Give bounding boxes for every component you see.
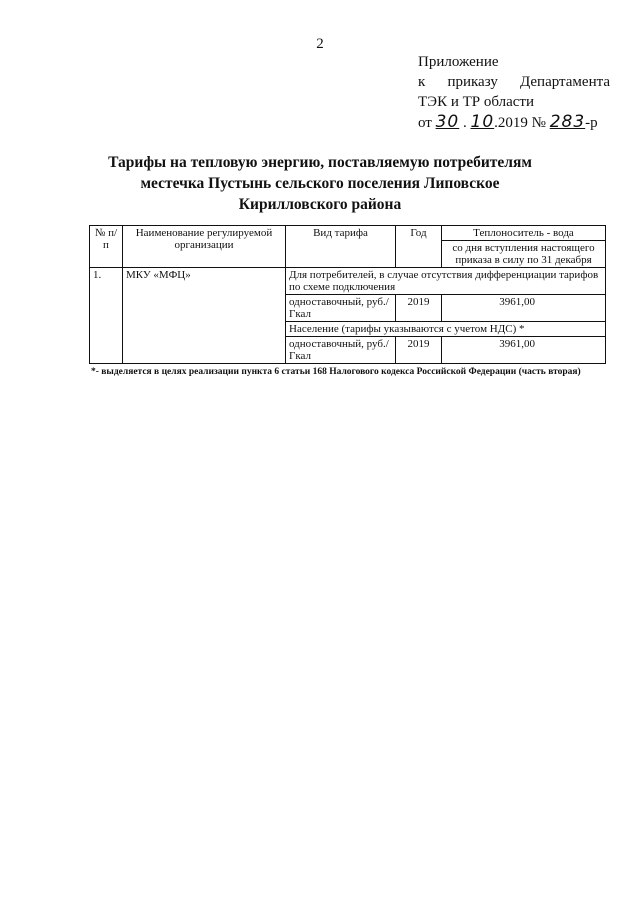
header-period: со дня вступления настоящего приказа в силу по 31 декабря xyxy=(442,241,606,268)
table-header-row xyxy=(90,226,606,241)
section-1-type: одноставочный, руб./Гкал xyxy=(286,295,396,322)
year-part: .2019 № xyxy=(494,115,546,131)
appendix-date-line: от 30 . 10.2019 № 283-р xyxy=(418,112,598,132)
header-carrier: Теплоноситель - вода xyxy=(442,226,606,241)
appendix-line-3: ТЭК и ТР области xyxy=(418,94,534,110)
section-1-label: Для потребителей, в случае отсутствия дифференциации тарифов по схеме подключения xyxy=(286,268,606,295)
page-number: 2 xyxy=(316,36,324,52)
handwritten-order-number: 283 xyxy=(549,112,586,132)
date-prefix: от xyxy=(418,115,432,131)
section-2-value: 3961,00 xyxy=(442,337,606,364)
document-title xyxy=(100,152,540,215)
title-line-3: Кирилловского района xyxy=(238,196,402,213)
order-suffix: -р xyxy=(585,115,598,131)
tariff-table xyxy=(89,225,606,364)
section-1-year: 2019 xyxy=(396,295,442,322)
section-1-value: 3961,00 xyxy=(442,295,606,322)
header-org: Наименование регулируемой организации xyxy=(123,226,286,268)
row-number: 1. xyxy=(90,268,123,364)
title-line-2: местечка Пустынь сельского поселения Липовское xyxy=(140,175,500,192)
appendix-word-k: к xyxy=(418,74,426,90)
header-num: № п/п xyxy=(90,226,123,268)
appendix-line-2 xyxy=(418,72,610,92)
appendix-word-department: Департамента xyxy=(519,74,610,90)
table-row xyxy=(90,268,606,295)
section-2-year: 2019 xyxy=(396,337,442,364)
footnote: *- выделяется в целях реализации пункта 6 статьи 168 Налогового кодекса Российской Федерации (часть вторая) xyxy=(91,367,581,377)
appendix-line-1: Приложение xyxy=(418,54,499,70)
handwritten-month: 10 xyxy=(470,112,495,132)
appendix-block xyxy=(418,52,610,133)
handwritten-day: 30 xyxy=(435,112,460,132)
section-2-label: Население (тарифы указываются с учетом НДС) * xyxy=(286,322,606,337)
title-line-1: Тарифы на тепловую энергию, поставляемую потребителям xyxy=(108,154,532,171)
header-type: Вид тарифа xyxy=(286,226,396,268)
header-year: Год xyxy=(396,226,442,268)
appendix-word-prikazu: приказу xyxy=(447,74,498,90)
org-name: МКУ «МФЦ» xyxy=(123,268,286,364)
section-2-type: одноставочный, руб./Гкал xyxy=(286,337,396,364)
